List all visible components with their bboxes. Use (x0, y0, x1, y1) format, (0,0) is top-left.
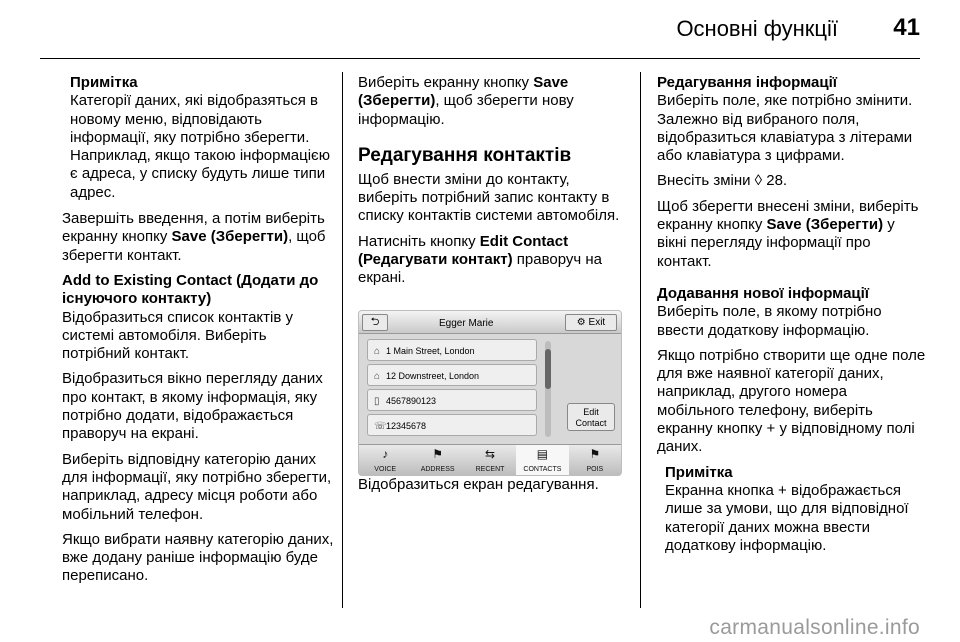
column-2 (358, 74, 626, 501)
edit-label: Contact (575, 417, 607, 428)
column-3 (657, 74, 927, 563)
scrollbar (545, 341, 551, 437)
button-reference: Edit Contact (Редагувати контакт) (358, 232, 569, 269)
section-heading: Додавання нової інформації (657, 284, 870, 302)
flag-icon: ⚑ (589, 446, 601, 461)
button-reference: Save (Зберегти) (766, 216, 884, 234)
watermark: carmanualsonline.info (709, 616, 920, 639)
note-text: Екранна кнопка + відображається лише за умови, що для відповідної категорії даних можна ввести додаткову інформацію. (665, 481, 909, 554)
section-heading: Редагування контактів (358, 144, 572, 166)
button-reference: Save (Зберегти) (171, 228, 289, 246)
paragraph: Виберіть поле, яке потрібно змінити. Залежно від вибраного поля, відобразиться клавіатура з літерами або клавіатура з цифрами. (657, 92, 913, 165)
note-heading: Примітка (665, 463, 733, 481)
page-number: 41 (893, 14, 920, 41)
home-icon: ⌂ (374, 345, 381, 357)
tab-label: RECENT (475, 465, 505, 473)
paragraph (358, 233, 626, 288)
column-divider (342, 72, 343, 608)
section-title: Основні функції (676, 16, 838, 41)
note-box (70, 74, 334, 202)
paragraph: Відобразиться вікно перегляду даних про контакт, в якому інформація, яку потрібно додати, відображається праворуч на екрані. (62, 370, 323, 443)
contact-fields-list (367, 339, 537, 439)
section-heading: Add to Existing Contact (Додати до існуючого контакту) (62, 271, 319, 308)
button-reference: Save (Зберегти) (358, 74, 569, 110)
text: Внесіть зміни (657, 172, 755, 190)
edit-contact-button (567, 403, 615, 431)
section-heading: Редагування інформації (657, 74, 837, 91)
paragraph: Щоб внести зміни до контакту, виберіть потрібний запис контакту в списку контактів системи автомобіля. (358, 170, 620, 225)
text: Завершіть введення, а потім виберіть екранну кнопку (62, 210, 325, 246)
infotainment-screen-image (358, 310, 622, 476)
note-heading: Примітка (70, 74, 138, 91)
paragraph (62, 210, 334, 265)
field-value: 12345678 (386, 420, 427, 431)
tab-label: CONTACTS (523, 465, 562, 473)
paragraph (657, 198, 927, 271)
tab-recent (464, 445, 516, 475)
list-item (367, 339, 537, 361)
column-1 (62, 74, 334, 593)
paragraph: Якщо потрібно створити ще одне поле для вже наявної категорії даних, наприклад, другого номера мобільного телефону, виберіть екранну кнопку + у відповідному полі даних. (657, 346, 926, 456)
flag-icon: ⚑ (432, 446, 443, 461)
exit-label: Exit (588, 316, 606, 328)
phone-icon: ☏ (374, 420, 387, 432)
note-text: Категорії даних, які відобразяться в новому меню, відповідають інформації, яку потрібно зберегти. Наприклад, якщо такою інформацією є адреса, у списку будуть лише типи адрес. (70, 92, 330, 201)
screen-title-bar (359, 311, 621, 334)
tab-contacts (516, 445, 568, 475)
column-divider (640, 72, 641, 608)
page-reference: ◊ 28. (754, 172, 788, 190)
edit-label: Edit (583, 406, 599, 417)
tab-label: POIS (586, 465, 604, 473)
field-value: 12 Downstreet, London (386, 370, 480, 381)
text: праворуч на екрані. (358, 251, 602, 287)
paragraph (358, 74, 626, 129)
tab-pois (569, 445, 621, 475)
list-item (367, 389, 537, 411)
list-item (367, 414, 537, 436)
tab-address (411, 445, 463, 475)
paragraph: Виберіть відповідну категорію даних для інформації, яку потрібно зберегти, наприклад, адресу місця роботи або мобільний телефон. (62, 450, 332, 523)
text: , щоб зберегти нову інформацію. (358, 92, 574, 128)
voice-icon: ♪ (382, 446, 389, 461)
field-value: 4567890123 (386, 395, 437, 406)
tab-label: VOICE (374, 465, 397, 473)
text: Натисніть кнопку (358, 232, 480, 250)
paragraph: Виберіть поле, в якому потрібно ввести додаткову інформацію. (657, 303, 882, 339)
paragraph: Відобразиться список контактів у системі автомобіля. Виберіть потрібний контакт. (62, 308, 293, 363)
field-value: 1 Main Street, London (386, 345, 475, 356)
home-icon: ⌂ (374, 370, 381, 382)
contacts-icon: ▤ (536, 446, 549, 461)
paragraph: Якщо вибрати наявну категорію даних, вже додану раніше інформацію буде переписано. (62, 530, 334, 585)
tab-voice (359, 445, 411, 475)
text: , щоб зберегти контакт. (62, 228, 326, 264)
text: у вікні перегляду інформації про контакт. (657, 216, 895, 270)
mobile-phone-icon: ▯ (374, 395, 380, 407)
note-box (665, 464, 927, 555)
text: Щоб зберегти внесені зміни, виберіть екранну кнопку (657, 197, 919, 234)
contact-name: Egger Marie (439, 317, 494, 329)
back-icon: ⮌ (362, 314, 388, 331)
figure-caption: Відобразиться екран редагування. (358, 475, 599, 493)
exit-button: ⚙ Exit (565, 314, 617, 331)
tab-label: ADDRESS (420, 465, 455, 473)
scrollbar-thumb (545, 349, 551, 389)
list-item (367, 364, 537, 386)
screen-tab-bar (359, 444, 621, 475)
text: Виберіть екранну кнопку (358, 74, 534, 91)
header-rule (40, 58, 920, 59)
recent-icon: ⇆ (484, 446, 496, 461)
paragraph (657, 172, 927, 190)
